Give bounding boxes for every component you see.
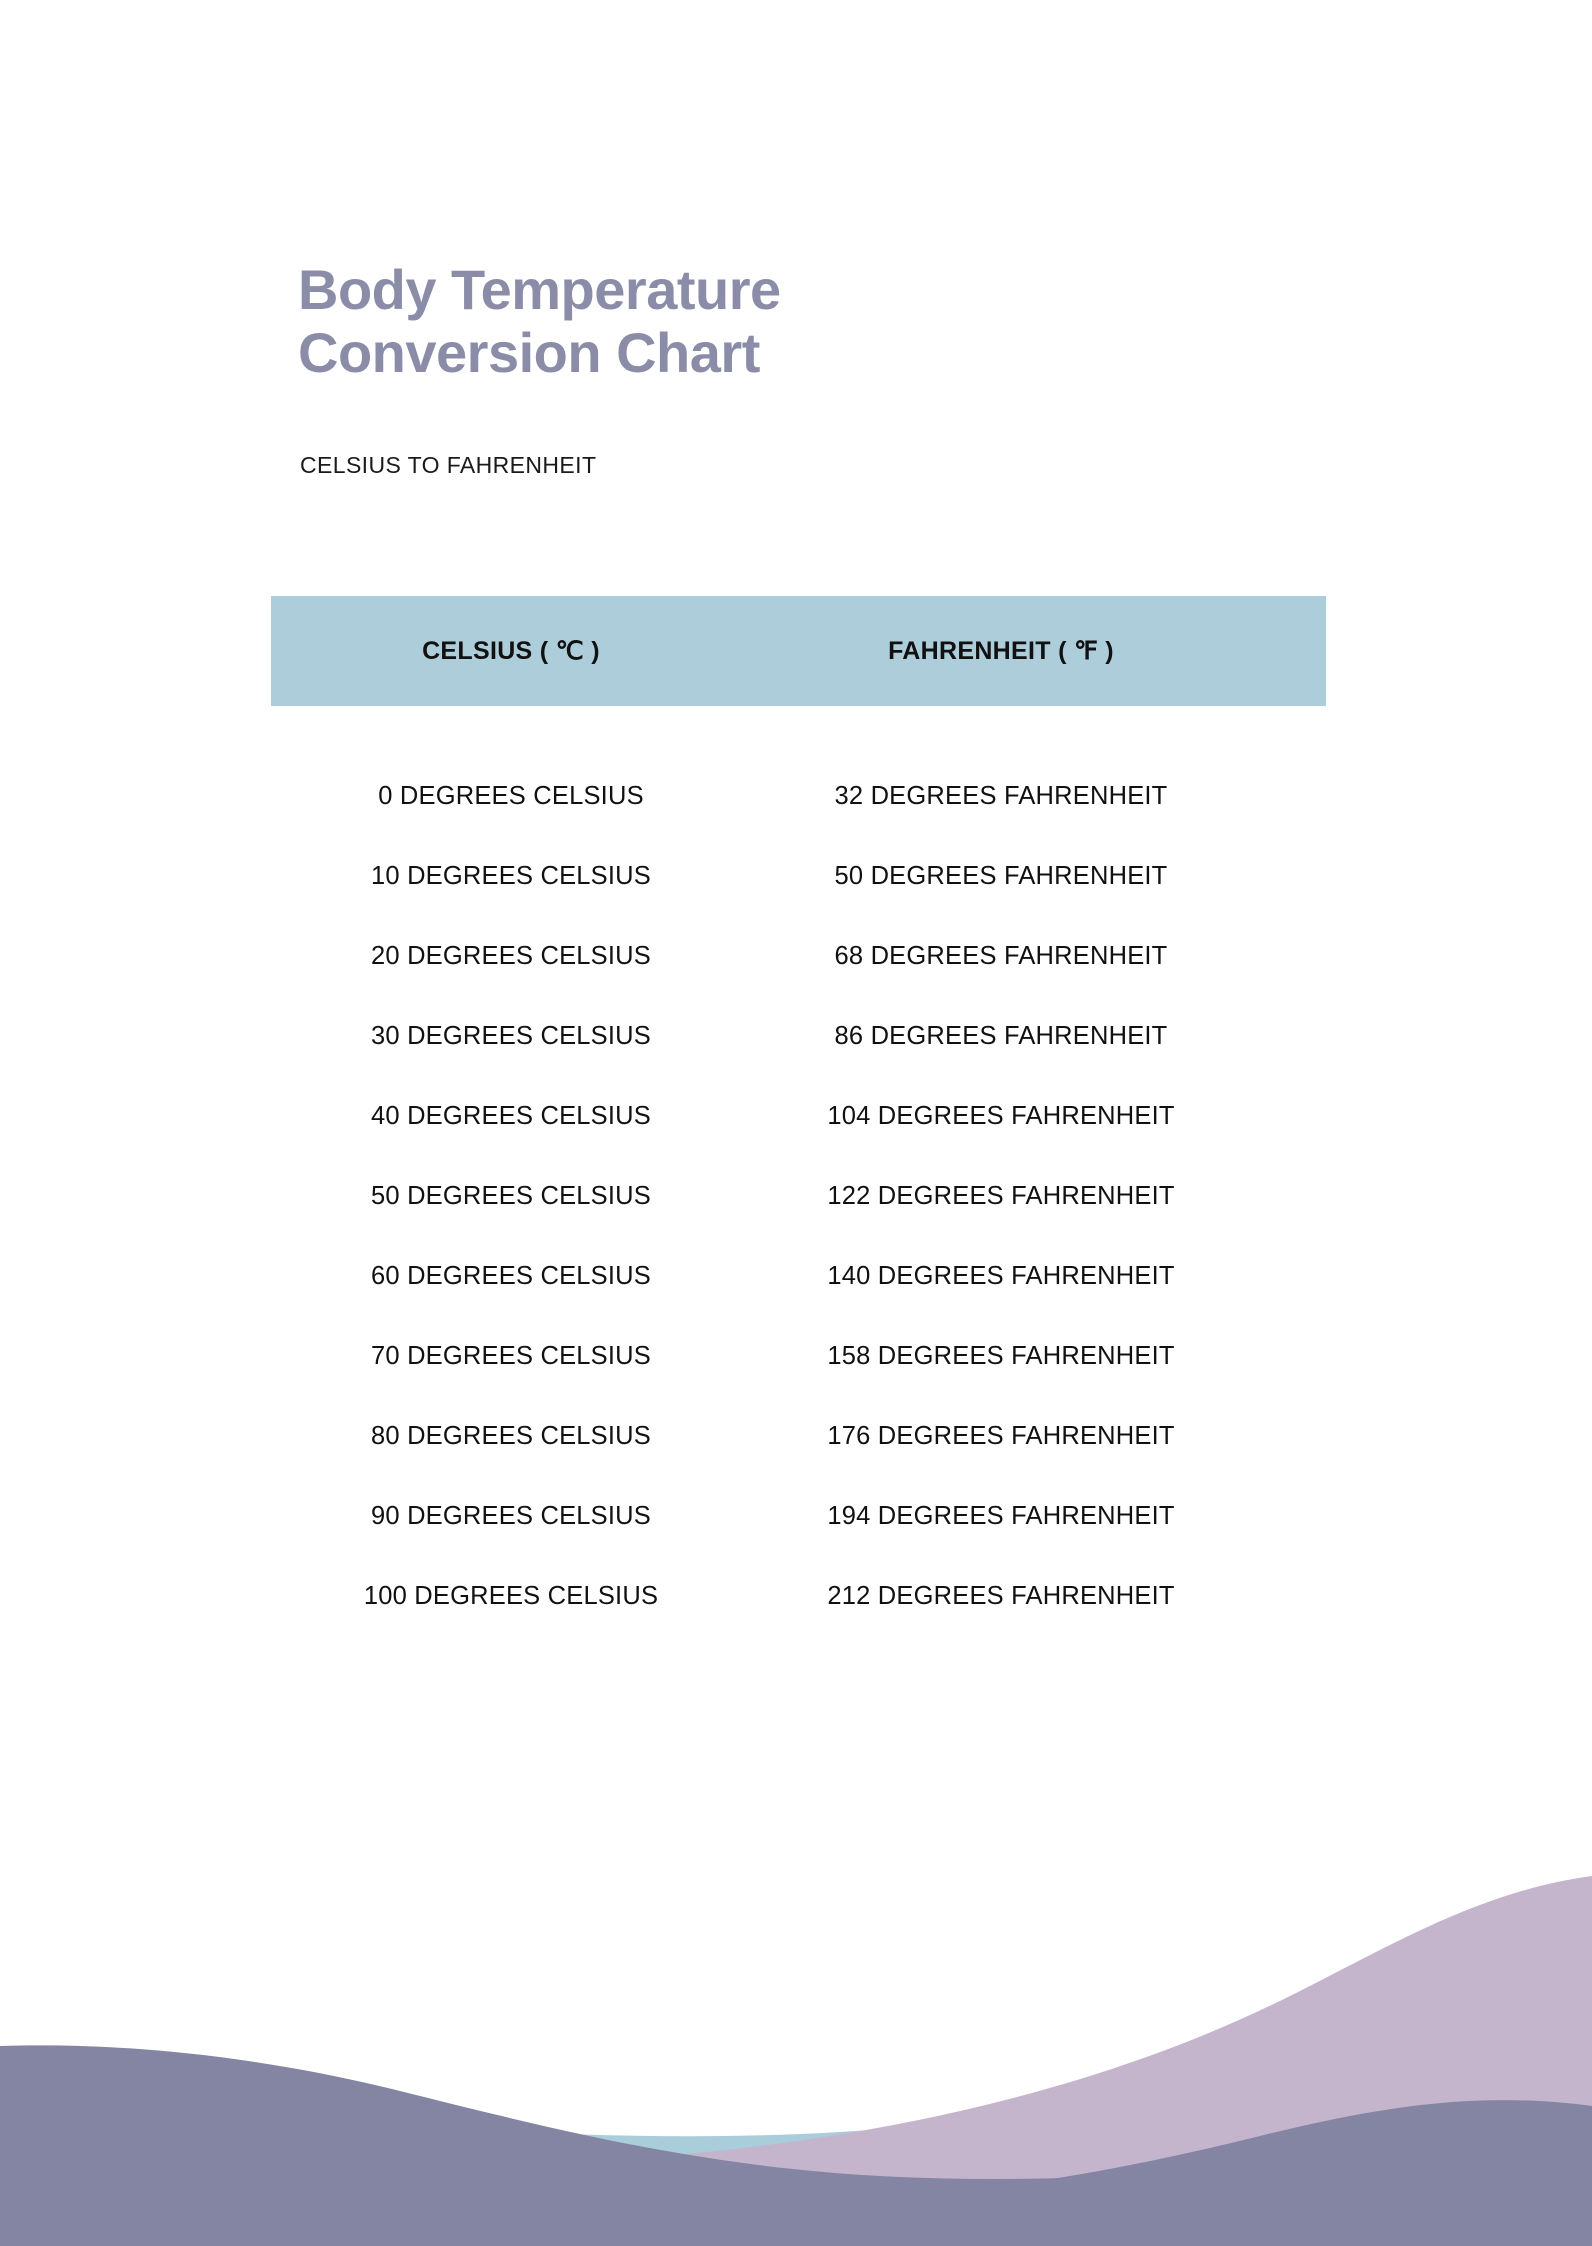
table-header-row — [271, 596, 1326, 706]
column-header-celsius: CELSIUS ( ℃ ) — [422, 637, 600, 665]
table-row — [271, 1476, 1326, 1556]
cell-fahrenheit: 122 DEGREES FAHRENHEIT — [827, 1181, 1175, 1210]
cell-celsius: 100 DEGREES CELSIUS — [363, 1581, 659, 1610]
table-row — [271, 1236, 1326, 1316]
cell-fahrenheit: 32 DEGREES FAHRENHEIT — [834, 781, 1168, 810]
conversion-table — [271, 596, 1326, 1636]
cell-fahrenheit: 158 DEGREES FAHRENHEIT — [827, 1341, 1175, 1370]
cell-fahrenheit: 86 DEGREES FAHRENHEIT — [834, 1021, 1168, 1050]
decorative-waves — [0, 1546, 1592, 2246]
table-row — [271, 1156, 1326, 1236]
page-title: Body Temperature Conversion Chart — [298, 258, 781, 385]
cell-celsius: 90 DEGREES CELSIUS — [371, 1501, 651, 1530]
column-header-fahrenheit: FAHRENHEIT ( ℉ ) — [888, 637, 1114, 665]
cell-fahrenheit: 212 DEGREES FAHRENHEIT — [827, 1581, 1175, 1610]
table-row — [271, 996, 1326, 1076]
table-row — [271, 836, 1326, 916]
table-body — [271, 756, 1326, 1636]
page-subtitle: CELSIUS TO FAHRENHEIT — [300, 452, 597, 478]
cell-fahrenheit: 140 DEGREES FAHRENHEIT — [827, 1261, 1175, 1290]
cell-fahrenheit: 194 DEGREES FAHRENHEIT — [827, 1501, 1175, 1530]
table-row — [271, 756, 1326, 836]
cell-fahrenheit: 50 DEGREES FAHRENHEIT — [834, 861, 1168, 890]
cell-celsius: 60 DEGREES CELSIUS — [371, 1261, 651, 1290]
cell-celsius: 80 DEGREES CELSIUS — [371, 1421, 651, 1450]
cell-celsius: 70 DEGREES CELSIUS — [371, 1341, 651, 1370]
cell-celsius: 0 DEGREES CELSIUS — [378, 781, 644, 810]
cell-fahrenheit: 176 DEGREES FAHRENHEIT — [827, 1421, 1175, 1450]
cell-celsius: 20 DEGREES CELSIUS — [371, 941, 651, 970]
cell-celsius: 10 DEGREES CELSIUS — [371, 861, 651, 890]
table-row — [271, 1556, 1326, 1636]
table-row — [271, 916, 1326, 996]
table-row — [271, 1396, 1326, 1476]
table-row — [271, 1316, 1326, 1396]
cell-celsius: 50 DEGREES CELSIUS — [371, 1181, 651, 1210]
table-row — [271, 1076, 1326, 1156]
cell-fahrenheit: 68 DEGREES FAHRENHEIT — [834, 941, 1168, 970]
cell-celsius: 40 DEGREES CELSIUS — [371, 1101, 651, 1130]
cell-fahrenheit: 104 DEGREES FAHRENHEIT — [827, 1101, 1175, 1130]
cell-celsius: 30 DEGREES CELSIUS — [371, 1021, 651, 1050]
